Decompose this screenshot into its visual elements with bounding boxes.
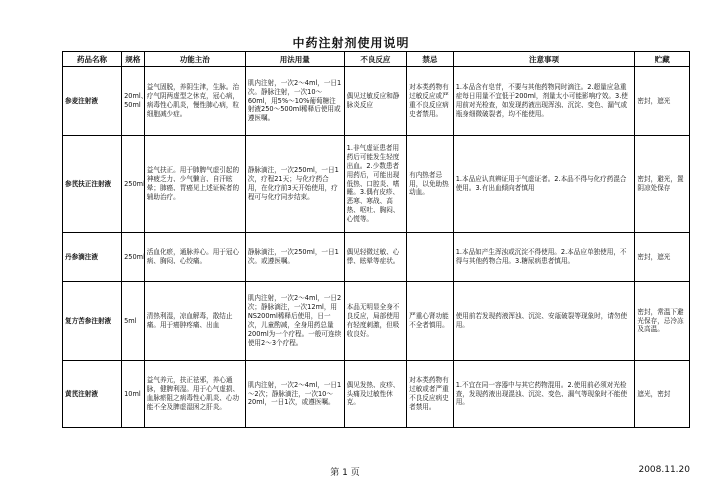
header-contraindication: 禁忌 <box>407 52 454 67</box>
drug-storage: 密封，常温下避光保存，忌冷冻及高温。 <box>635 282 690 361</box>
drug-notes: 使用前若发现药液浑浊、沉淀、安瓿破裂等现象时，请勿使用。 <box>453 282 635 361</box>
header-spec: 规格 <box>122 52 145 67</box>
drug-function: 活血化瘀，通脉养心。用于冠心病、胸闷、心绞痛。 <box>144 233 245 282</box>
drug-spec: 20ml、50ml <box>122 67 145 136</box>
drug-usage: 肌内注射，一次2～4ml，一日1～2次；静脉滴注，一次10～20ml，一日1次，或遵医嘱。 <box>245 361 344 428</box>
drug-adverse: 偶见轻微过敏、心悸、眩晕等症状。 <box>344 233 406 282</box>
document-date: 2008.11.20 <box>638 465 690 475</box>
drug-adverse: 1.非气虚证患者用药后可能发生轻度出血。2.少数患者用药后，可能出现低热、口腔炎、嗜睡。3.偶有皮疹、恶寒、寒战、高热、呕吐、胸闷、心慌等。 <box>344 136 406 233</box>
header-adverse: 不良反应 <box>344 52 406 67</box>
header-notes: 注意事项 <box>453 52 635 67</box>
table-row <box>63 67 690 136</box>
drug-usage: 静脉滴注，一次250ml，一日1次，疗程21天；与化疗药合用，在化疗前3天开始使用，疗程可与化疗同步结束。 <box>245 136 344 233</box>
page-number: 第 1 页 <box>330 468 360 478</box>
drug-spec: 5ml <box>122 282 145 361</box>
drug-storage: 密封，遮光 <box>635 233 690 282</box>
drug-name: 黄芪注射液 <box>63 361 122 428</box>
drug-table <box>62 51 690 428</box>
drug-name: 参麦注射液 <box>63 67 122 136</box>
drug-spec: 250ml <box>122 233 145 282</box>
drug-usage: 静脉滴注，一次250ml，一日1次。或遵医嘱。 <box>245 233 344 282</box>
drug-name: 参芪扶正注射液 <box>63 136 122 233</box>
drug-function: 益气固脱，养阴生津，生脉。治疗气阴两虚型之休克，冠心病，病毒性心肌炎，慢性肺心病，粒细胞减少症。 <box>144 67 245 136</box>
header-function: 功能主治 <box>144 52 245 67</box>
drug-name: 丹参滴注液 <box>63 233 122 282</box>
drug-notes: 1.不宜在同一容器中与其它药物混用。2.使用前必须对光检查，发现药液出现混浊、沉淀、变色、漏气等现象时不能使用。 <box>453 361 635 428</box>
drug-adverse: 偶见过敏反应和静脉炎反应 <box>344 67 406 136</box>
header-storage: 贮藏 <box>635 52 690 67</box>
drug-contraindication <box>407 233 454 282</box>
table-row <box>63 136 690 233</box>
drug-function: 益气养元，扶正祛邪，养心通脉，健脾利湿。用于心气虚损、血脉瘀阻之病毒性心肌炎、心功能不全及脾虚湿困之肝炎。 <box>144 361 245 428</box>
drug-adverse: 偶见发热、皮疹、头痛及过敏性休克。 <box>344 361 406 428</box>
drug-usage: 肌内注射，一次2～4ml，一日1次。静脉注射，一次10～60ml，用5%～10%葡萄糖注射液250～500ml稀释后使用或遵医嘱。 <box>245 67 344 136</box>
table-header-row <box>63 52 690 67</box>
drug-storage: 遮光，密封 <box>635 361 690 428</box>
drug-contraindication: 严重心肾功能不全者慎用。 <box>407 282 454 361</box>
drug-adverse: 本品无明显全身不良反应，局部使用有轻度刺激，但吸收良好。 <box>344 282 406 361</box>
drug-contraindication: 对本类药物有过敏反应或严重不良反应病史者禁用。 <box>407 67 454 136</box>
drug-storage: 密封，遮光 <box>635 67 690 136</box>
table-row <box>63 361 690 428</box>
table-row <box>63 282 690 361</box>
drug-spec: 250ml <box>122 136 145 233</box>
drug-contraindication: 对本类药物有过敏或者严重不良反应病史者禁用。 <box>407 361 454 428</box>
drug-storage: 密封，避光，置阴凉处保存 <box>635 136 690 233</box>
header-usage: 用法用量 <box>245 52 344 67</box>
drug-notes: 1.本品含有皂苷，不要与其他药物同时滴注。2.超量应急重症每日用量不宜低于200ml，剂量太小可能影响疗效。3.使用前对光检查，如发现药液出现浑浊、沉淀、变色、漏气或瓶身细微破裂者，均不能使用。 <box>453 67 635 136</box>
drug-notes: 1.本品应认真辨证用于气虚证者。2.本品不得与化疗药混合使用。3.有出血倾向者慎用 <box>453 136 635 233</box>
drug-function: 益气扶正。用于肺脾气虚引起的神疲乏力、少气懒言、自汗眩晕；肺癌、胃癌见上述证候者的辅助治疗。 <box>144 136 245 233</box>
drug-notes: 1.本品如产生浑浊或沉淀不得使用。2.本品应单独使用，不得与其他药物合用。3.糖尿病患者慎用。 <box>453 233 635 282</box>
drug-function: 清热利湿，凉血解毒，散结止痛。用于癌肿疼痛、出血 <box>144 282 245 361</box>
drug-contraindication: 有内热者忌用，以免助热动血。 <box>407 136 454 233</box>
drug-name: 复方苦参注射液 <box>63 282 122 361</box>
drug-usage: 肌内注射，一次2～4ml，一日2次；静脉滴注，一次12ml，用NS200ml稀释后使用，日一次，儿童酌减，全身用药总量200ml为一个疗程。一般可连续使用2～3个疗程。 <box>245 282 344 361</box>
table-row <box>63 233 690 282</box>
drug-spec: 10ml <box>122 361 145 428</box>
header-drug-name: 药品名称 <box>63 52 122 67</box>
document-title: 中药注射剂使用说明 <box>292 36 410 50</box>
